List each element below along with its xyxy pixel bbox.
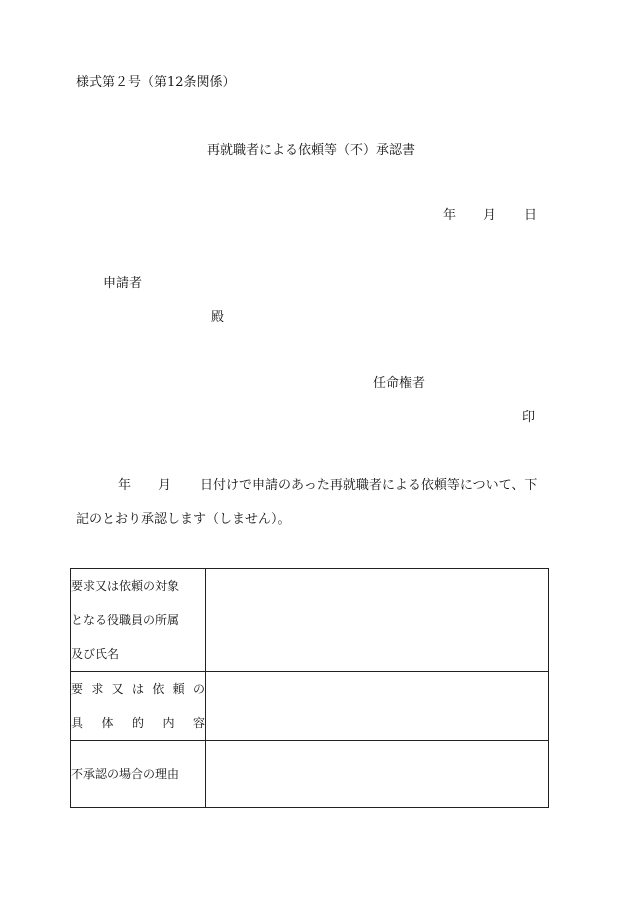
table-row [71,569,549,672]
label-char: 要 [71,682,84,696]
date-day-label: 日 [524,208,538,223]
label-line: となる役職員の所属 [71,613,180,627]
label-line-spread [71,672,205,706]
seal-mark: 印 [522,410,536,425]
label-line: 及び氏名 [71,647,120,661]
label-char: 体 [101,716,114,730]
label-char: 求 [91,682,104,696]
target-officer-label-cell [71,569,206,672]
label-char: 依 [152,682,165,696]
label-char: 内 [162,716,175,730]
label-char: 又 [111,682,124,696]
body-text-line-2: 記のとおり承認します（しません）。 [76,512,291,527]
label-char: は [131,682,144,696]
approval-table [70,568,549,808]
date-year-label: 年 [443,208,457,223]
body-month-label: 月 [158,478,172,493]
disapproval-reason-value-cell[interactable] [206,741,549,808]
label-char: の [192,682,205,696]
form-number: 様式第２号（第12条関係） [76,75,236,90]
label-line: 要求又は依頼の対象 [71,579,180,593]
table-row [71,672,549,741]
request-content-label-cell [71,672,206,741]
label-char: 具 [71,716,84,730]
body-text-line-1: 日付けで申請のあった再就職者による依頼等について、下 [200,478,538,493]
label-line-spread [71,706,205,740]
label-char: 容 [192,716,205,730]
label-char: 頼 [172,682,185,696]
date-month-label: 月 [483,208,497,223]
document-title: 再就職者による依頼等（不）承認書 [207,143,416,158]
honorific-dono: 殿 [211,310,225,325]
table-row [71,741,549,808]
label-char: 的 [131,716,144,730]
appointing-authority-label: 任命権者 [373,376,426,391]
label-line: 不承認の場合の理由 [71,767,180,781]
disapproval-reason-label-cell [71,741,206,808]
target-officer-value-cell[interactable] [206,569,549,672]
body-year-label: 年 [118,478,132,493]
applicant-label: 申請者 [103,276,143,291]
request-content-value-cell[interactable] [206,672,549,741]
